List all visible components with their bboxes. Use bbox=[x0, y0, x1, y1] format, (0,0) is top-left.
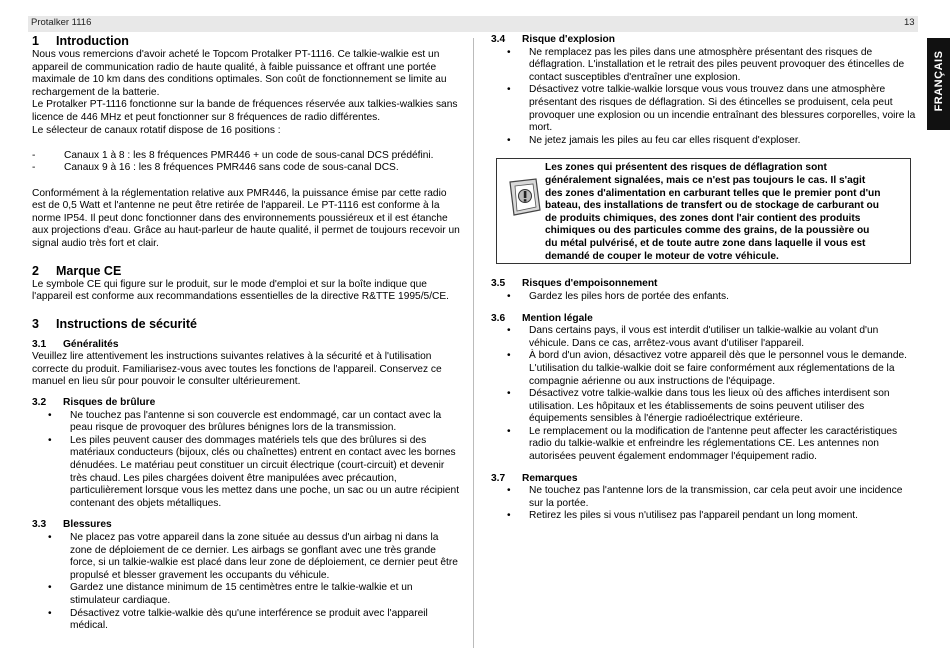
subsection-3-3-heading bbox=[32, 519, 460, 532]
subsection-number: 3.4 bbox=[491, 34, 506, 45]
subsection-title: Risques de brûlure bbox=[63, 397, 156, 409]
bullet: • bbox=[48, 409, 52, 421]
column-divider bbox=[473, 38, 474, 648]
list-item bbox=[491, 135, 916, 148]
list-item bbox=[491, 388, 916, 426]
ce-paragraph: Le symbole CE qui figure sur le produit, sur le mode d'emploi et sur la boîte indique que l'appareil est conforme aux recommandations essentielles de la directive R&TTE 1995/5/CE. bbox=[32, 278, 450, 303]
bullet: • bbox=[507, 134, 511, 146]
bullet: • bbox=[48, 532, 52, 543]
subsection-title: Remarques bbox=[522, 472, 578, 484]
bullet: • bbox=[507, 46, 511, 58]
remarks-list bbox=[491, 485, 916, 523]
subsection-3-5-heading bbox=[491, 278, 916, 291]
list-item bbox=[491, 350, 916, 388]
subsection-number: 3.5 bbox=[491, 278, 506, 290]
section-title: Marque CE bbox=[56, 263, 122, 278]
list-item bbox=[32, 435, 460, 511]
legal-notice-list bbox=[491, 325, 916, 464]
list-item-text: Dans certains pays, il vous est interdit d'utiliser un talkie-walkie au volant d'un véhicule. Dans ce cas, arrêtez-vous avant d'utiliser l'appareil. bbox=[529, 325, 879, 349]
list-item-text: Ne remplacez pas les piles dans une atmosphère présentant des risques de déflagration. L'installation et le retrait des piles peuvent provoquer des étincelles de contact susceptibles d'entraîner une explosion. bbox=[529, 46, 905, 83]
warning-box bbox=[496, 158, 911, 264]
list-item-text: Retirez les piles si vous n'utilisez pas l'appareil pendant un long moment. bbox=[529, 510, 858, 522]
subsection-3-2-heading bbox=[32, 397, 460, 410]
list-item bbox=[32, 582, 460, 607]
explosion-risk-list bbox=[491, 47, 916, 148]
bullet: • bbox=[507, 425, 511, 437]
channel-list bbox=[32, 150, 460, 175]
section-3-heading bbox=[32, 317, 460, 332]
list-item bbox=[32, 150, 460, 163]
list-item-text: Ne touchez pas l'antenne si son couvercle est endommagé, car un contact avec la peau risque de provoquer des brûlures bénignes lors de la transmission. bbox=[70, 409, 442, 434]
section-title: Instructions de sécurité bbox=[56, 316, 198, 331]
list-item-text: Désactivez votre talkie-walkie dès qu'une interférence se produit avec l'appareil médical. bbox=[70, 607, 428, 632]
subsection-title: Risque d'explosion bbox=[522, 34, 615, 45]
poisoning-list bbox=[491, 291, 916, 304]
bullet: • bbox=[507, 510, 511, 522]
page-header-bar bbox=[28, 16, 918, 32]
subsection-title: Risques d'empoisonnement bbox=[522, 278, 658, 290]
section-number: 1 bbox=[32, 34, 39, 48]
subsection-number: 3.6 bbox=[491, 312, 506, 324]
list-item-text: Désactivez votre talkie-walkie lorsque vous vous trouvez dans une atmosphère présentant des risques de déflagration. Si des étincelles se produisent, cela peut provoquer une explosion ou un incendie entraînant des blessures corporelles, voire la mort. bbox=[529, 84, 916, 134]
left-column bbox=[32, 34, 460, 633]
bullet: • bbox=[507, 325, 511, 337]
header-product-name: Protalker 1116 bbox=[31, 17, 92, 28]
list-item-text: Désactivez votre talkie-walkie dans tous les lieux où des affiches interdisent son utilisation. Les hôpitaux et les établissements de soins peuvent utiliser des équipements sensibles à l'énergie radioélectrique extérieure. bbox=[529, 388, 890, 425]
page-number: 13 bbox=[904, 17, 915, 28]
section-number: 3 bbox=[32, 316, 39, 331]
list-item-text: Le remplacement ou la modification de l'antenne peut affecter les caractéristiques radio du talkie-walkie et enfreindre les réglementations CE. Les antennes non autorisées peuvent également endommager l'équipement radio. bbox=[529, 425, 898, 463]
intro-paragraph: Conformément à la réglementation relative aux PMR446, la puissance émise par cette radio est de 0,5 Watt et l'antenne ne peut être retirée de l'appareil. Le PT-1116 est conforme à la norme IP54. Il peut donc fonctionner dans des environnements poussiéreux et il est étanche aux projections d'eau. Grâce au haut-parleur de haute qualité, il permet de toujours recevoir un signal audio très fort et clair. bbox=[32, 187, 460, 249]
list-item bbox=[32, 162, 460, 175]
list-item-text: Ne jetez jamais les piles au feu car elles risquent d'exploser. bbox=[529, 134, 801, 146]
burn-risk-list bbox=[32, 410, 460, 511]
injury-list bbox=[32, 532, 460, 633]
subsection-title: Généralités bbox=[63, 338, 119, 350]
list-item-text: Gardez les piles hors de portée des enfants. bbox=[529, 290, 729, 302]
intro-paragraph: Le Protalker PT-1116 fonctionne sur la bande de fréquences réservée aux talkies-walkies sans licence de 446 MHz et peut fonctionner sur 8 fréquences de radio différentes. bbox=[32, 99, 458, 123]
subsection-3-1-heading bbox=[32, 339, 460, 352]
bullet: • bbox=[507, 485, 511, 497]
right-column bbox=[491, 34, 916, 523]
list-item bbox=[491, 485, 916, 510]
list-item bbox=[32, 532, 460, 582]
subsection-number: 3.3 bbox=[32, 519, 47, 531]
list-item-text: Gardez une distance minimum de 15 centimètres entre le talkie-walkie et un stimulateur cardiaque. bbox=[70, 582, 413, 606]
subsection-number: 3.2 bbox=[32, 397, 47, 409]
subsection-3-4-heading bbox=[491, 34, 916, 47]
bullet: • bbox=[507, 388, 511, 400]
list-item bbox=[32, 410, 460, 435]
bullet: • bbox=[507, 290, 511, 302]
list-item bbox=[32, 608, 460, 633]
list-item bbox=[491, 510, 916, 523]
section-number: 2 bbox=[32, 263, 39, 278]
intro-paragraph: Nous vous remercions d'avoir acheté le Topcom Protalker PT-1116. Ce talkie-walkie est un appareil de communication radio de haute qualité, à faible puissance et offrant une portée maximale de 10 km dans des conditions optimales. Son coût de fonctionnement se limite au rechargement de la batterie. bbox=[32, 49, 447, 98]
list-item-text: Canaux 9 à 16 : les 8 fréquences PMR446 sans code de sous-canal DCS. bbox=[64, 162, 399, 174]
language-tab-label: FRANÇAIS bbox=[933, 50, 945, 112]
dash-bullet: - bbox=[32, 149, 36, 161]
list-item-text: Ne touchez pas l'antenne lors de la transmission, car cela peut avoir une incidence sur la portée. bbox=[529, 485, 903, 509]
subsection-title: Blessures bbox=[63, 519, 112, 531]
general-paragraph: Veuillez lire attentivement les instructions suivantes relatives à la sécurité et à l'utilisation correcte du produit. Familiarisez-vous avec toutes les fonctions de l'appareil. Conservez ce manuel en lieu sûr pour pouvoir le consulter ultérieurement. bbox=[32, 351, 442, 388]
list-item-text: À bord d'un avion, désactivez votre appareil dès que le personnel vous le demande. L'utilisation du talkie-walkie doit se faire conformément aux réglementations de la compagnie aérienne ou aux instructions de l'équipage. bbox=[529, 350, 907, 387]
bullet: • bbox=[48, 434, 52, 446]
list-item bbox=[491, 291, 916, 304]
bullet: • bbox=[48, 582, 52, 594]
section-1-heading bbox=[32, 34, 460, 49]
intro-paragraph: Le sélecteur de canaux rotatif dispose de 16 positions : bbox=[32, 124, 281, 136]
subsection-number: 3.7 bbox=[491, 472, 506, 484]
bullet: • bbox=[507, 350, 511, 362]
list-item-text: Canaux 1 à 8 : les 8 fréquences PMR446 + un code de sous-canal DCS prédéfini. bbox=[64, 149, 434, 161]
list-item-text: Ne placez pas votre appareil dans la zone située au dessus d'un airbag ni dans la zone de déploiement de ce dernier. Les airbags se gonflant avec une très grande force, si un talkie-walkie est placé dans leur zone de déploiement, ce dernier peut être propulsé et blesser gravement les occupants du véhicule. bbox=[70, 532, 458, 581]
list-item bbox=[491, 47, 916, 85]
list-item bbox=[491, 84, 916, 134]
language-tab bbox=[927, 38, 950, 130]
list-item bbox=[491, 325, 916, 350]
subsection-title: Mention légale bbox=[522, 312, 593, 324]
subsection-number: 3.1 bbox=[32, 338, 47, 350]
section-2-heading bbox=[32, 264, 460, 279]
bullet: • bbox=[48, 607, 52, 619]
bullet: • bbox=[507, 84, 511, 96]
subsection-3-7-heading bbox=[491, 473, 916, 486]
section-title: Introduction bbox=[56, 34, 129, 48]
list-item bbox=[491, 426, 916, 464]
warning-exclamation-icon bbox=[504, 176, 544, 218]
subsection-3-6-heading bbox=[491, 313, 916, 326]
dash-bullet: - bbox=[32, 162, 36, 174]
warning-text: Les zones qui présentent des risques de déflagration sont généralement signalées, mais ce n'est pas toujours le cas. Il s'agit des zones d'alimentation en carburant telles que le premier pont d'un bateau, des installations de transfert ou de stockage de carburant ou de produits chimiques, des zones dont l'air contient des produits chimiques ou des particules comme des grains, de la poussière ou du métal pulvérisé, et de toute autre zone dans laquelle il vous est demandé de couper le moteur de votre véhicule. bbox=[545, 162, 881, 262]
list-item-text: Les piles peuvent causer des dommages matériels tels que des brûlures si des matériaux conducteurs (bijoux, clés ou chaînettes) entrent en contact avec les bornes dénudées. Le matériau peut constituer un circuit électrique (court-circuit) et devenir très chaud. Les piles chargées doivent être manipulées avec précaution, particulièrement lorsque vous les mettez dans une poche, un sac ou un autre récipient contenant des objets métalliques. bbox=[70, 434, 460, 509]
